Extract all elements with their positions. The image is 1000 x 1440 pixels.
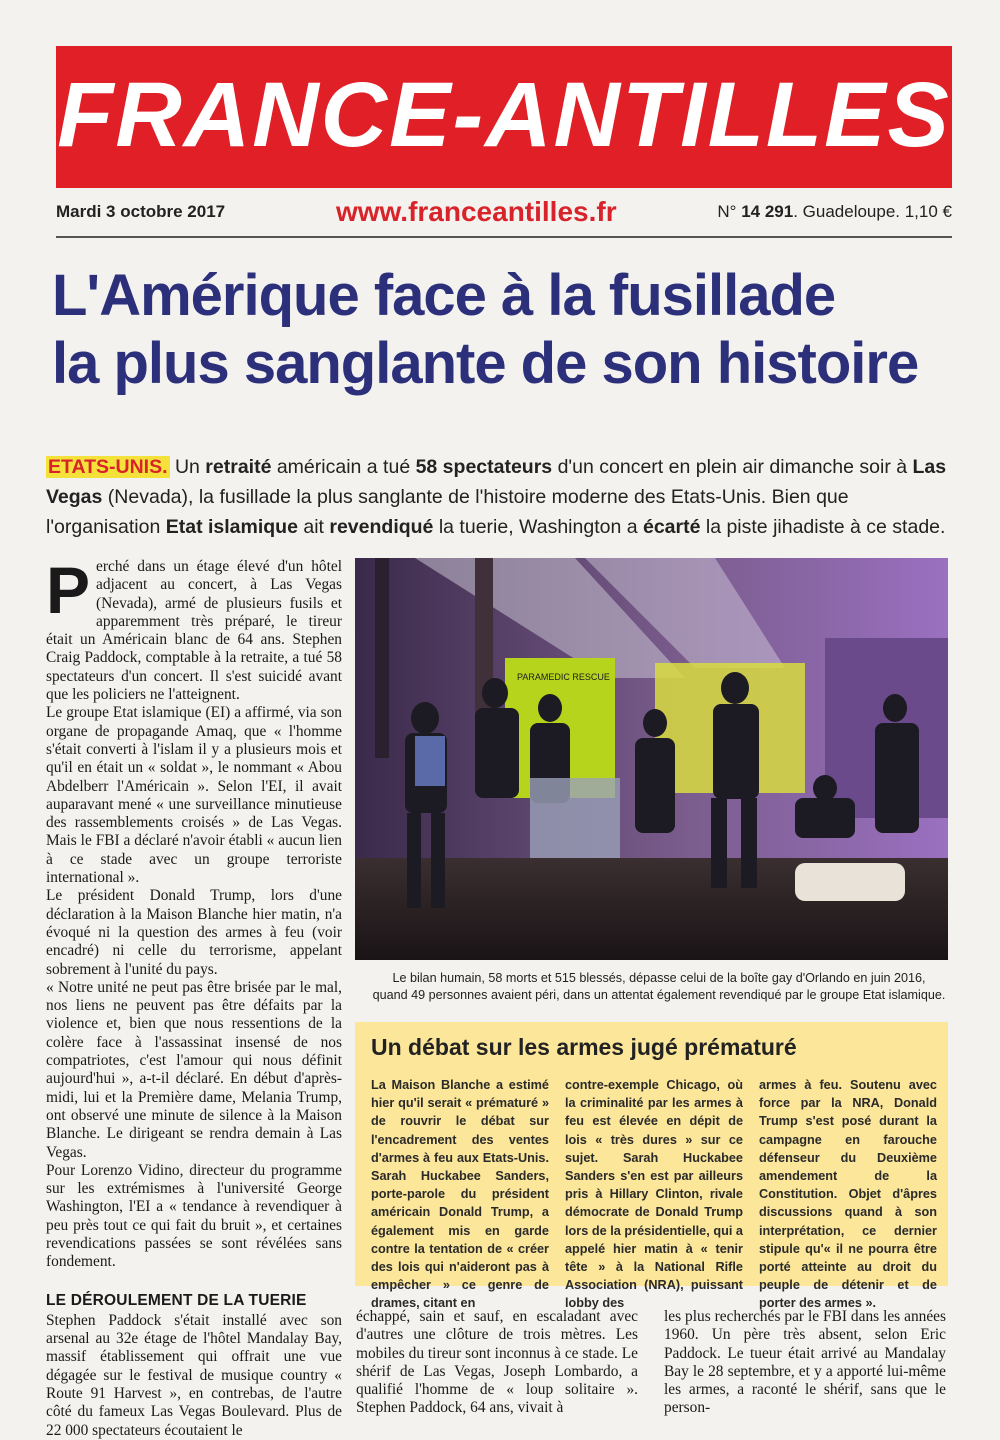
- sidebar-column: La Maison Blanche a estimé hier qu'il serait « prématuré » de rouvrir le débat sur l'encadrement des ventes d'armes à feu aux Etats-Unis. Sarah Huckabee Sanders, porte-parole du président américain Donald Trump, a également mis en garde contre la tentation de « créer des lois qui n'aideront pas à empêcher » ce genre de drames, citant en: [371, 1078, 549, 1311]
- caption-line-2: quand 49 personnes avaient péri, dans un attentat également revendiqué par le groupe Etat islamique.: [372, 988, 946, 1002]
- section-subhead: LE DÉROULEMENT DE LA TUERIE: [46, 1291, 307, 1309]
- lede-text: américain a tué: [271, 456, 416, 478]
- lede-text: la piste jihadiste à ce stade.: [700, 516, 946, 538]
- article-paragraph: Pour Lorenzo Vidino, directeur du programme sur les extrémismes à l'université George Washington, l'EI a « tendance à revendiquer à peu près tout ce qui fait du bruit », et certaines revendications passées se sont révélées sans fondement.: [46, 1161, 342, 1271]
- plaid-shirt: [415, 736, 445, 786]
- drop-cap: P: [46, 553, 91, 627]
- article-paragraph: « Notre unité ne peut pas être brisée par le mal, nos liens ne peuvent pas être défaits par la violence et, bien que nous ressentions de la colère face à l'assassinat insensé de nos compatriotes, c'est l'amour qui nous définit aujourd'hui », a-t-il déclaré. En début d'après-midi, lui et la Première dame, Melania Trump, ont observé une minute de silence à la Maison Blanche. Le dirigeant se rendra demain à Las Vegas.: [46, 978, 342, 1161]
- masthead: [56, 46, 952, 188]
- paragraph-text: erché dans un étage élevé d'un hôtel adjacent au concert, à Las Vegas (Nevada), armé de plusieurs fusils et apparemment très préparé, le tireur était un Américain blanc de 64 ans. Stephen Craig Paddock, comptable à la retraite, a tué 58 spectateurs d'un concert. Il s'est suicidé avant que les policiers ne l'atteignent.: [46, 558, 342, 704]
- headline-line-1: L'Amérique face à la fusillade: [52, 263, 836, 328]
- lede-bold: Las Vegas: [46, 456, 947, 508]
- sidebar-column: contre-exemple Chicago, où la criminalité par les armes à feu est élevée en dépit de lois « très dures » sur ce sujet. Sarah Huckabee Sanders s'en est par ailleurs pris à Hillary Clinton, rivale démocrate de Donald Trump lors de la présidentielle, qui a appelé hier matin à « tenir tête » à la National Rifle Association (NRA), puissant lobby des: [565, 1078, 743, 1311]
- lede-bold: écarté: [642, 516, 701, 538]
- article-paragraph: [46, 553, 342, 704]
- sidebar-box: [355, 1022, 948, 1311]
- issue-prefix: N°: [717, 202, 742, 221]
- main-headline: [52, 262, 952, 398]
- caption-line-1: Le bilan humain, 58 morts et 515 blessés, dépasse celui de la boîte gay d'Orlando en juin 2016,: [392, 971, 926, 985]
- newspaper-title: FRANCE-ANTILLES: [57, 64, 951, 166]
- article-body: [46, 553, 342, 1440]
- article-column: échappé, sain et sauf, en escaladant avec d'autres une clôture de trois mètres. Les mobiles du tireur sont inconnus à ce stade. Le shérif de Las Vegas, Joseph Lombardo, a qualifié l'homme de « loup solitaire ». Stephen Paddock, 64 ans, vivait à: [356, 1308, 638, 1417]
- lede-bold: revendiqué: [329, 516, 434, 538]
- lede-text: (Nevada), la fusillade la plus sanglante de l'histoire moderne des Etats-Unis. Bien que l'organisation: [46, 486, 849, 538]
- stretcher: [795, 863, 905, 901]
- ambulance-sign: PARAMEDIC RESCUE: [517, 672, 610, 682]
- lede-bold: Etat islamique: [165, 516, 298, 538]
- headline-line-2: la plus sanglante de son histoire: [52, 331, 919, 396]
- lede-bold: retraité: [205, 456, 272, 478]
- dateline: [56, 196, 952, 232]
- sidebar-column: armes à feu. Soutenu avec force par la NRA, Donald Trump s'est posé durant la campagne en farouche défenseur du Deuxième amendement de la Constitution. Objet d'âpres discussions quand à son interprétation, ce dernier stipule qu'« il ne pourra être porté atteinte au droit du peuple de détenir et de porter des armes ».: [759, 1078, 937, 1311]
- photo-caption: [364, 970, 954, 1004]
- header-divider: [56, 236, 952, 238]
- issue-price: . Guadeloupe. 1,10 €: [793, 202, 952, 221]
- lede-text: Un: [169, 456, 206, 478]
- article-paragraph: Stephen Paddock s'était installé avec son arsenal au 32e étage de l'hôtel Mandalay Bay, massif établissement qui offrait une vue dégagée sur le festival de musique country « Route 91 Harvest », en contrebas, de l'autre côté du fameux Las Vegas Boulevard. Plus de 22 000 spectateurs écoutaient le: [46, 1311, 342, 1439]
- issue-date: Mardi 3 octobre 2017: [56, 202, 226, 221]
- article-paragraph: Le groupe Etat islamique (EI) a affirmé, via son organe de propagande Amaq, que « l'homme s'était converti à l'islam il y a plusieurs mois et qu'il en était un « soldat », le nommant « Abou Abdelberr l'Américain ». Selon l'EI, il avait auparavant mené « une surveillance minutieuse des rassemblements croisés » de Las Vegas. Mais le FBI a déclaré n'avoir établi « aucun lien à ce stade avec un groupe terroriste international ».: [46, 704, 342, 887]
- lede-bold: 58 spectateurs: [415, 456, 553, 478]
- sidebar-title: Un débat sur les armes jugé prématuré: [371, 1034, 797, 1060]
- article-paragraph: Le président Donald Trump, lors d'une déclaration à la Maison Blanche hier matin, n'a évoqué ni la question des armes à feu (voir encadré) ni celle du terrorisme, appelant sobrement à l'unité du pays.: [46, 887, 342, 978]
- pole: [375, 558, 389, 758]
- lede-paragraph: [46, 452, 956, 542]
- emergency-blanket: [530, 778, 620, 858]
- lede-kicker: ETATS-UNIS.: [48, 456, 168, 478]
- issue-info: [717, 202, 952, 222]
- lede-text: ait: [297, 516, 330, 538]
- lede-text: la tuerie, Washington a: [433, 516, 643, 538]
- lede-text: d'un concert en plein air dimanche soir à: [552, 456, 913, 478]
- website-link[interactable]: www.franceantilles.fr: [336, 196, 617, 227]
- photo-scene: [355, 558, 948, 960]
- issue-number: 14 291: [741, 202, 794, 221]
- article-column: les plus recherchés par le FBI dans les années 1960. Un père très absent, selon Eric Paddock. Le tueur était arrivé au Mandalay Bay le 28 septembre, et y a apporté lui-même les armes, a raconté le shérif, sans que le person-: [664, 1308, 946, 1417]
- news-photo: [355, 558, 948, 960]
